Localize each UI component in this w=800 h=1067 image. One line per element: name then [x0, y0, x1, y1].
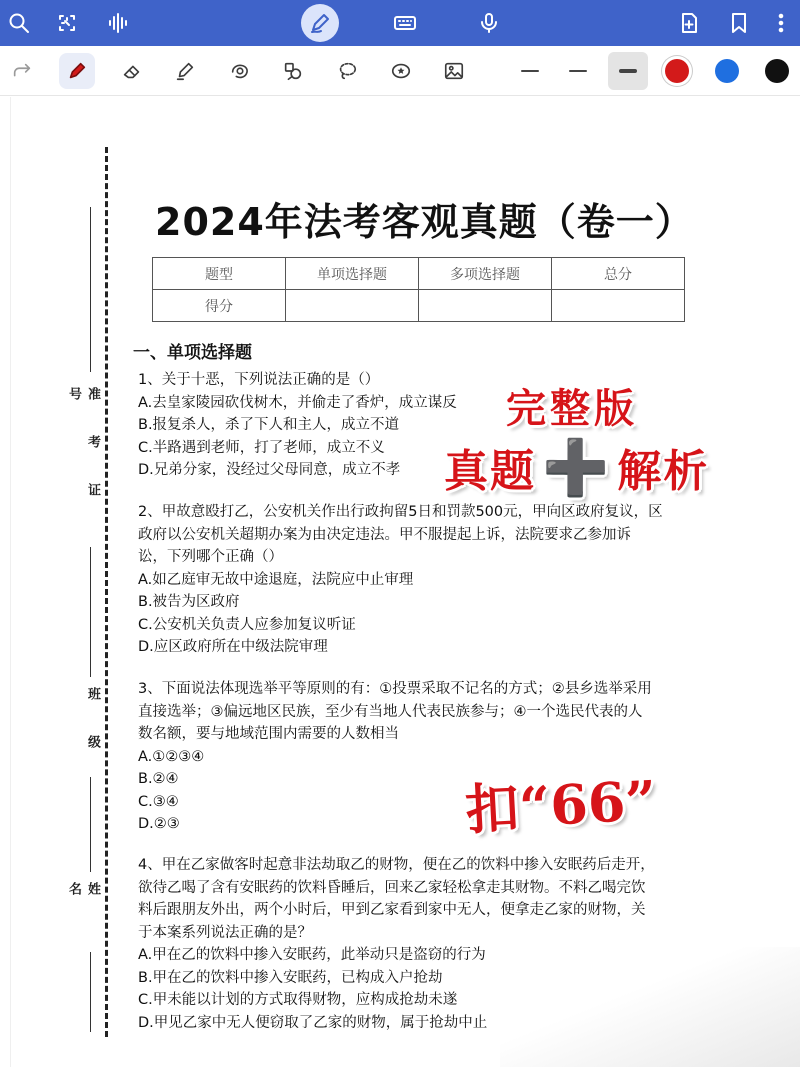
promo-text: 解析 [617, 446, 710, 497]
more-icon[interactable] [766, 8, 796, 38]
keyboard-icon[interactable] [390, 8, 420, 38]
option-d: D.甲见乙家中无人便窃取了乙家的财物，属于抢劫中止 [138, 1014, 488, 1031]
question-stem: 料后跟朋友外出，两个小时后，甲到乙家看到家中无人，便拿走乙家的财物，关 [138, 902, 646, 918]
option-a: A.甲在乙的饮料中掺入安眠药，此举动只是盗窃的行为 [138, 947, 486, 963]
tool-bar [0, 46, 800, 96]
question-2 [138, 501, 738, 659]
score-cell[interactable] [419, 290, 552, 322]
eraser-icon[interactable] [116, 55, 148, 87]
table-cell: 题型 [153, 258, 286, 290]
table-cell: 多项选择题 [419, 258, 552, 290]
exam-number-label: 准 考 证 号 [66, 387, 100, 506]
table-cell: 总分 [552, 258, 685, 290]
pen-mode-icon[interactable] [301, 4, 339, 42]
stroke-thick[interactable] [608, 52, 648, 90]
plus-icon: ➕ [542, 435, 612, 499]
audio-wave-icon[interactable] [103, 8, 133, 38]
page-title: 2024年法考客观真题（卷一） [155, 200, 694, 244]
binding-underline [90, 777, 91, 872]
score-cell[interactable] [552, 290, 685, 322]
option-c: C.③④ [138, 793, 179, 810]
app-bar [0, 0, 800, 46]
binding-underline [90, 547, 91, 677]
question-stem: 数名额，要与地域范围内需要的人数相当 [138, 726, 399, 742]
option-a: A.①②③④ [138, 748, 205, 765]
section-title: 一、单项选择题 [133, 343, 252, 363]
question-stem: 1、关于十恶，下列说法正确的是（） [138, 372, 380, 388]
question-4 [138, 854, 738, 1034]
stroke-thin[interactable] [510, 52, 550, 90]
option-c: C.公安机关负责人应参加复议听证 [138, 616, 356, 633]
shape-icon[interactable] [224, 55, 256, 87]
magic-select-icon[interactable] [52, 8, 82, 38]
option-c: C.半路遇到老师，打了老师，成立不义 [138, 439, 385, 456]
color-swatch-red[interactable] [665, 59, 689, 83]
pen-icon[interactable] [59, 53, 95, 89]
option-b: B.②④ [138, 771, 179, 787]
question-stem: 2、甲故意殴打乙，公安机关作出行政拘留5日和罚款500元，甲向区政府复议，区 [138, 504, 663, 520]
option-d: D.②③ [138, 816, 180, 832]
question-stem: 欲待乙喝了含有安眠药的饮料昏睡后，回来乙家轻松拿走其财物。不料乙喝完饮 [138, 879, 646, 896]
score-cell[interactable] [286, 290, 419, 322]
color-swatch-black[interactable] [765, 59, 789, 83]
search-icon[interactable] [4, 8, 34, 38]
class-label: 班 级 [85, 687, 100, 758]
bookmark-icon[interactable] [724, 8, 754, 38]
question-stem: 政府以公安机关超期办案为由决定违法。甲不服提起上诉，法院要求乙参加诉 [138, 526, 631, 543]
promo-sticker-complete: 完整版 [506, 385, 638, 432]
table-cell: 得分 [153, 290, 286, 322]
question-stem: 3、下面说法体现选举平等原则的有：①投票采取不记名的方式；②县乡选举采用 [138, 681, 652, 697]
table-cell: 单项选择题 [286, 258, 419, 290]
option-d: D.应区政府所在中级法院审理 [138, 639, 328, 655]
option-c: C.甲未能以计划的方式取得财物，应构成抢劫未遂 [138, 992, 458, 1008]
score-table [152, 257, 685, 322]
name-label: 姓 名 [66, 882, 100, 905]
redo-icon[interactable] [6, 55, 38, 87]
add-page-icon[interactable] [674, 8, 704, 38]
binding-dashed-line [105, 147, 108, 1037]
option-d: D.兄弟分家，没经过父母同意，成立不孝 [138, 462, 401, 478]
option-b: B.甲在乙的饮料中掺入安眠药，已构成入户抢劫 [138, 969, 443, 986]
option-a: A.如乙庭审无故中途退庭，法院应中止审理 [138, 571, 414, 588]
question-stem: 直接选举；③偏远地区民族，至少有当地人代表民族参与；④一个选民代表的人 [138, 703, 643, 720]
option-b: B.被告为区政府 [138, 594, 240, 610]
stroke-medium[interactable] [558, 52, 598, 90]
microphone-icon[interactable] [474, 8, 504, 38]
score-table-row [153, 290, 685, 322]
image-icon[interactable] [438, 55, 470, 87]
question-stem: 讼，下列哪个正确（） [138, 549, 283, 565]
option-b: B.报复杀人，杀了下人和主人，成立不道 [138, 417, 400, 433]
sticker-icon[interactable] [385, 55, 417, 87]
option-a: A.去皇家陵园砍伐树木，并偷走了香炉，成立谋反 [138, 394, 457, 411]
lasso-fill-icon[interactable] [277, 55, 309, 87]
question-stem: 于本案系列说法正确的是？ [138, 924, 312, 941]
highlighter-icon[interactable] [169, 55, 201, 87]
promo-text: 真题 [444, 446, 536, 497]
question-stem: 4、甲在乙家做客时起意非法劫取乙的财物，便在乙的饮料中掺入安眠药后走开， [138, 857, 655, 873]
binding-underline [90, 952, 91, 1032]
lasso-icon[interactable] [331, 55, 363, 87]
score-table-header [153, 258, 685, 290]
binding-underline [90, 207, 91, 372]
promo-sticker-answers [444, 435, 709, 500]
color-swatch-blue[interactable] [715, 59, 739, 83]
promo-sticker-comment: 扣“66” [463, 768, 659, 842]
document-page[interactable] [0, 97, 800, 1067]
